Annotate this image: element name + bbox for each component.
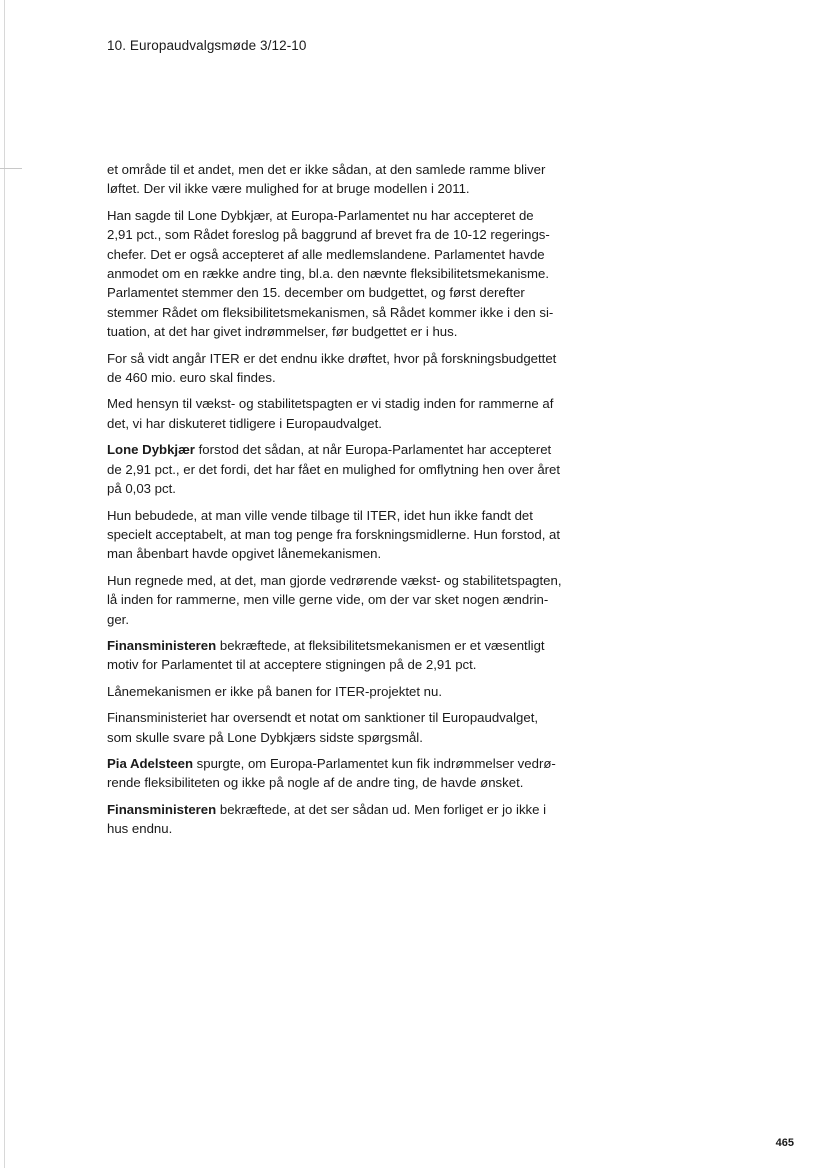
text-line: hus endnu. — [107, 821, 173, 837]
text-line: man åbenbart havde opgivet lånemekanismen. — [107, 546, 382, 562]
paragraph — [107, 160, 593, 199]
text-line: motiv for Parlamentet til at acceptere stigningen på de 2,91 pct. — [107, 657, 477, 673]
scan-margin-mark — [0, 168, 22, 169]
text-line: anmodet om en række andre ting, bl.a. den nævnte fleksibilitetsmekanisme. — [107, 266, 550, 282]
text-line: forstod det sådan, at når Europa-Parlamentet har accepteret — [194, 442, 552, 458]
paragraph — [107, 754, 593, 793]
text-line: bekræftede, at fleksibilitetsmekanismen er et væsentligt — [216, 637, 545, 653]
text-line: Finansministeriet har oversendt et notat om sanktioner til Europaudvalget, — [107, 710, 539, 726]
text-line: Han sagde til Lone Dybkjær, at Europa-Parlamentet nu har accepteret de — [107, 207, 534, 223]
text-line: som skulle svare på Lone Dybkjærs sidste spørgsmål. — [107, 729, 423, 745]
text-line: specielt acceptabelt, at man tog penge fra forskningsmidlerne. Hun forstod, at — [107, 526, 561, 542]
text-line: det, vi har diskuteret tidligere i Europaudvalget. — [107, 415, 382, 431]
text-line: 2,91 pct., som Rådet foreslog på baggrund af brevet fra de 10-12 regerings- — [107, 227, 550, 243]
paragraph — [107, 349, 593, 388]
text-line: tuation, at det har givet indrømmelser, før budgettet er i hus. — [107, 324, 458, 340]
paragraph — [107, 440, 593, 498]
text-line: lå inden for rammerne, men ville gerne vide, om der var sket nogen ændrin- — [107, 592, 549, 608]
page-number: 465 — [775, 1137, 794, 1149]
paragraph — [107, 506, 593, 564]
text-line: et område til et andet, men det er ikke sådan, at den samlede ramme bliver — [107, 162, 546, 177]
paragraph — [107, 394, 593, 433]
speaker-name: Finansministeren — [107, 637, 217, 653]
paragraph — [107, 800, 593, 839]
text-line: Med hensyn til vækst- og stabilitetspagten er vi stadig inden for rammerne af — [107, 396, 554, 412]
paragraph — [107, 708, 593, 747]
speaker-name: Finansministeren — [107, 801, 217, 817]
text-line: Parlamentet stemmer den 15. december om budgettet, og først derefter — [107, 285, 525, 301]
scan-edge-line — [4, 0, 5, 1168]
text-line: på 0,03 pct. — [107, 481, 176, 497]
paragraph — [107, 206, 593, 342]
text-line: de 460 mio. euro skal findes. — [107, 370, 276, 386]
text-line: For så vidt angår ITER er det endnu ikke drøftet, hvor på forskningsbudgettet — [107, 350, 557, 366]
text-line: ger. — [107, 611, 129, 627]
paragraph — [107, 636, 593, 675]
text-line: rende fleksibiliteten og ikke på nogle af de andre ting, de havde ønsket. — [107, 775, 524, 791]
speaker-name: Pia Adelsteen — [107, 755, 193, 771]
text-line: chefer. Det er også accepteret af alle medlemslandene. Parlamentet havde — [107, 246, 545, 262]
text-line: løftet. Der vil ikke være mulighed for at bruge modellen i 2011. — [107, 181, 470, 197]
text-line: Hun regnede med, at det, man gjorde vedrørende vækst- og stabilitetspagten, — [107, 572, 562, 588]
text-line: Lånemekanismen er ikke på banen for ITER-projektet nu. — [107, 683, 442, 699]
text-line: bekræftede, at det ser sådan ud. Men forliget er jo ikke i — [216, 801, 547, 817]
text-line: de 2,91 pct., er det fordi, det har fået en mulighed for omflytning hen over året — [107, 461, 561, 477]
paragraph — [107, 571, 593, 629]
page-header: 10. Europaudvalgsmøde 3/12-10 — [107, 38, 307, 53]
speaker-name: Lone Dybkjær — [107, 442, 195, 458]
text-line: Hun bebudede, at man ville vende tilbage til ITER, idet hun ikke fandt det — [107, 507, 533, 523]
paragraph — [107, 682, 593, 701]
minutes-body — [107, 160, 593, 846]
text-line: spurgte, om Europa-Parlamentet kun fik indrømmelser vedrø- — [193, 755, 556, 771]
text-line: stemmer Rådet om fleksibilitetsmekanismen, så Rådet kommer ikke i den si- — [107, 304, 554, 320]
